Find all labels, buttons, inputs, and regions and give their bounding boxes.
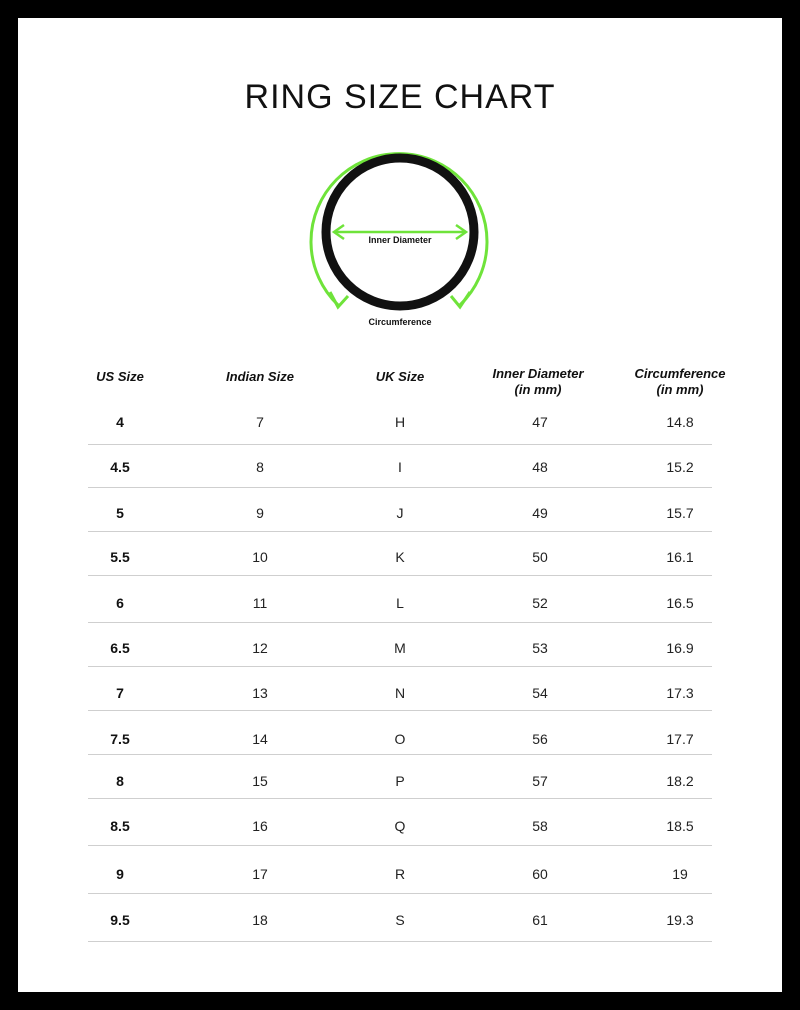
header-uk-size: UK Size — [375, 369, 425, 384]
cell-us-size: 6 — [116, 595, 124, 611]
cell-inner-diameter: 52 — [532, 595, 548, 611]
table-row — [0, 459, 800, 499]
cell-us-size: 8.5 — [110, 818, 130, 834]
ring-diagram — [300, 140, 500, 335]
cell-us-size: 4 — [116, 414, 124, 430]
cell-us-size: 7 — [116, 685, 124, 701]
cell-inner-diameter: 60 — [532, 866, 548, 882]
header-indian-size: Indian Size — [226, 369, 294, 384]
cell-circumference: 17.3 — [666, 685, 694, 701]
cell-uk-size: M — [394, 640, 406, 656]
header-circumference — [634, 366, 725, 398]
cell-uk-size: I — [398, 459, 402, 475]
row-divider — [88, 622, 712, 623]
cell-indian-size: 16 — [252, 818, 268, 834]
cell-indian-size: 11 — [252, 595, 268, 611]
cell-indian-size: 15 — [252, 773, 268, 789]
table-header — [0, 360, 800, 404]
cell-inner-diameter: 54 — [532, 685, 548, 701]
cell-indian-size: 18 — [252, 912, 268, 928]
cell-uk-size: N — [394, 685, 406, 701]
cell-indian-size: 8 — [256, 459, 264, 475]
cell-circumference: 16.1 — [666, 549, 694, 565]
table-row — [0, 912, 800, 952]
table-row — [0, 640, 800, 680]
table-row — [0, 505, 800, 545]
cell-us-size: 5 — [116, 505, 124, 521]
row-divider — [88, 798, 712, 799]
cell-inner-diameter: 49 — [532, 505, 548, 521]
cell-inner-diameter: 50 — [532, 549, 548, 565]
cell-indian-size: 10 — [252, 549, 268, 565]
row-divider — [88, 487, 712, 488]
table-row — [0, 818, 800, 858]
cell-uk-size: L — [396, 595, 404, 611]
cell-circumference: 15.2 — [666, 459, 694, 475]
cell-uk-size: Q — [394, 818, 406, 834]
cell-indian-size: 12 — [252, 640, 268, 656]
cell-uk-size: R — [394, 866, 406, 882]
cell-us-size: 5.5 — [110, 549, 130, 565]
row-divider — [88, 941, 712, 942]
cell-circumference: 19 — [672, 866, 688, 882]
table-row — [0, 731, 800, 771]
cell-us-size: 7.5 — [110, 731, 130, 747]
cell-indian-size: 7 — [256, 414, 264, 430]
cell-inner-diameter: 48 — [532, 459, 548, 475]
cell-us-size: 4.5 — [110, 459, 130, 475]
cell-circumference: 16.9 — [666, 640, 694, 656]
row-divider — [88, 444, 712, 445]
header-inner-diameter — [492, 366, 583, 398]
cell-inner-diameter: 56 — [532, 731, 548, 747]
cell-inner-diameter: 58 — [532, 818, 548, 834]
cell-us-size: 6.5 — [110, 640, 130, 656]
cell-us-size: 9 — [116, 866, 124, 882]
row-divider — [88, 575, 712, 576]
table-row — [0, 773, 800, 813]
cell-uk-size: H — [394, 414, 406, 430]
cell-us-size: 8 — [116, 773, 124, 789]
row-divider — [88, 893, 712, 894]
row-divider — [88, 666, 712, 667]
cell-circumference: 17.7 — [666, 731, 694, 747]
cell-uk-size: S — [395, 912, 405, 928]
cell-indian-size: 14 — [252, 731, 268, 747]
table-row — [0, 595, 800, 635]
cell-uk-size: K — [395, 549, 405, 565]
row-divider — [88, 710, 712, 711]
table-row — [0, 549, 800, 589]
cell-indian-size: 13 — [252, 685, 268, 701]
ring-diagram-svg — [300, 140, 500, 335]
row-divider — [88, 845, 712, 846]
page-title: RING SIZE CHART — [244, 78, 556, 116]
cell-circumference: 15.7 — [666, 505, 694, 521]
cell-indian-size: 9 — [256, 505, 264, 521]
cell-uk-size: O — [394, 731, 406, 747]
cell-circumference: 14.8 — [666, 414, 694, 430]
row-divider — [88, 531, 712, 532]
cell-inner-diameter: 47 — [532, 414, 548, 430]
cell-circumference: 16.5 — [666, 595, 694, 611]
cell-inner-diameter: 61 — [532, 912, 548, 928]
inner-diameter-label: Inner Diameter — [368, 235, 432, 245]
header-us-size: US Size — [96, 369, 144, 384]
circumference-arrow-left-icon — [330, 292, 348, 307]
table-row — [0, 414, 800, 454]
header-inner-diameter-line2: (in mm) — [514, 382, 562, 397]
header-circumference-line2: (in mm) — [656, 382, 704, 397]
table-row — [0, 866, 800, 906]
header-inner-diameter-line1: Inner Diameter — [492, 366, 584, 381]
cell-us-size: 9.5 — [110, 912, 130, 928]
cell-inner-diameter: 53 — [532, 640, 548, 656]
row-divider — [88, 754, 712, 755]
cell-inner-diameter: 57 — [532, 773, 548, 789]
table-row — [0, 685, 800, 725]
cell-uk-size: J — [396, 505, 404, 521]
cell-uk-size: P — [395, 773, 405, 789]
header-circumference-line1: Circumference — [634, 366, 726, 381]
cell-indian-size: 17 — [252, 866, 268, 882]
cell-circumference: 18.5 — [666, 818, 694, 834]
cell-circumference: 19.3 — [666, 912, 694, 928]
cell-circumference: 18.2 — [666, 773, 694, 789]
circumference-label: Circumference — [368, 317, 432, 327]
